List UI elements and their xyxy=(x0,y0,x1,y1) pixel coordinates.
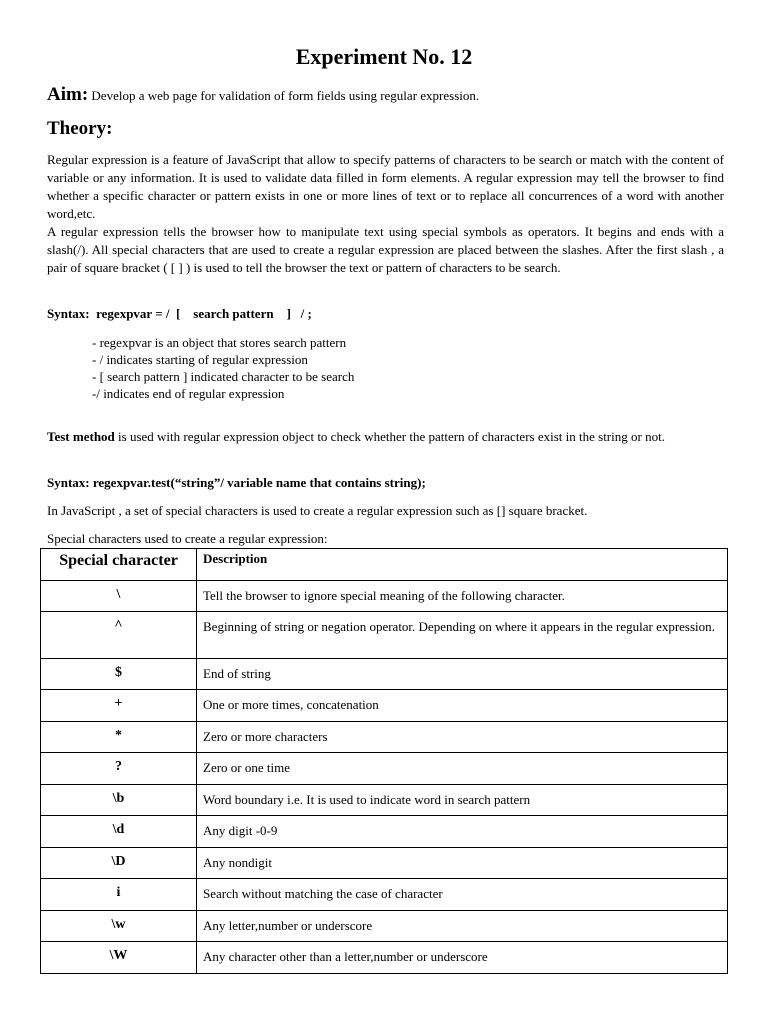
symbol-cell: \D xyxy=(41,848,197,879)
test-method-paragraph xyxy=(47,428,724,446)
table-caption: Special characters used to create a regular expression: xyxy=(47,531,328,546)
table-row xyxy=(41,659,728,690)
description-cell: Tell the browser to ignore special meaning of the following character. xyxy=(197,581,728,612)
description-cell: Any nondigit xyxy=(197,848,728,879)
symbol-cell: ^ xyxy=(41,612,197,659)
list-item: - / indicates starting of regular expression xyxy=(92,352,308,367)
description-cell: Zero or more characters xyxy=(197,722,728,753)
table-row xyxy=(41,785,728,816)
theory-paragraph-1: Regular expression is a feature of JavaScript that allow to specify patterns of characters to be search or match with the content of variable or any information. It is used to validate data filled in form elements. A regular expression may tell the browser to find whether a specific character or pattern exists in one or more lines of text or to replace all concurrences of a word with another word,etc. xyxy=(47,152,724,221)
aim-text: Develop a web page for validation of form fields using regular expression. xyxy=(88,88,480,103)
test-method-term: Test method xyxy=(47,429,115,444)
table-row xyxy=(41,753,728,785)
symbol-cell: \b xyxy=(41,785,197,816)
symbol-cell: \w xyxy=(41,911,197,942)
description-cell: Any digit -0-9 xyxy=(197,816,728,848)
description-cell: End of string xyxy=(197,659,728,690)
table-row xyxy=(41,911,728,942)
page-title: Experiment No. 12 xyxy=(295,44,473,69)
syntax-regexp: Syntax: regexpvar = / [ search pattern ] / ; xyxy=(47,306,312,321)
table-header-row xyxy=(41,549,728,581)
aim-label: Aim: xyxy=(47,84,89,105)
description-cell: Search without matching the case of character xyxy=(197,879,728,911)
theory-paragraph-2: A regular expression tells the browser how to manipulate text using special symbols as operators. It begins and ends with a slash(/). All special characters that are used to create a regular expression are placed between the slashes. After the first slash , a pair of square bracket ( [ ] ) is used to tell the browser the text or pattern of characters to be search. xyxy=(47,224,724,275)
table-row xyxy=(41,848,728,879)
symbol-cell: $ xyxy=(41,659,197,690)
symbol-cell: i xyxy=(41,879,197,911)
description-cell: Any letter,number or underscore xyxy=(197,911,728,942)
table-row xyxy=(41,690,728,722)
symbol-cell: \d xyxy=(41,816,197,848)
theory-heading: Theory: xyxy=(47,118,113,139)
description-cell: One or more times, concatenation xyxy=(197,690,728,722)
table-row xyxy=(41,581,728,612)
description-cell: Word boundary i.e. It is used to indicate word in search pattern xyxy=(197,785,728,816)
symbol-cell: \ xyxy=(41,581,197,612)
column-header-special-character: Special character xyxy=(41,549,197,581)
special-characters-table xyxy=(40,548,728,974)
table-row xyxy=(41,612,728,659)
table-row xyxy=(41,942,728,974)
list-item: - regexpvar is an object that stores search pattern xyxy=(92,335,347,350)
syntax-notes-list xyxy=(92,334,354,402)
symbol-cell: * xyxy=(41,722,197,753)
table-row xyxy=(41,816,728,848)
test-method-text: is used with regular expression object to check whether the pattern of characters exist in the string or not. xyxy=(114,429,665,444)
syntax-test: Syntax: regexpvar.test(“string”/ variable name that contains string); xyxy=(47,475,426,490)
table-row xyxy=(41,722,728,753)
symbol-cell: ? xyxy=(41,753,197,785)
description-cell: Zero or one time xyxy=(197,753,728,785)
list-item: -/ indicates end of regular expression xyxy=(92,386,285,401)
special-chars-intro: In JavaScript , a set of special characters is used to create a regular expression such as [] square bracket. xyxy=(47,503,588,518)
description-cell: Any character other than a letter,number or underscore xyxy=(197,942,728,974)
symbol-cell: + xyxy=(41,690,197,722)
aim-line xyxy=(47,84,479,106)
description-cell: Beginning of string or negation operator. Depending on where it appears in the regular expression. xyxy=(197,612,728,659)
symbol-cell: \W xyxy=(41,942,197,974)
table-row xyxy=(41,879,728,911)
column-header-description: Description xyxy=(197,549,728,581)
list-item: - [ search pattern ] indicated character to be search xyxy=(92,369,355,384)
